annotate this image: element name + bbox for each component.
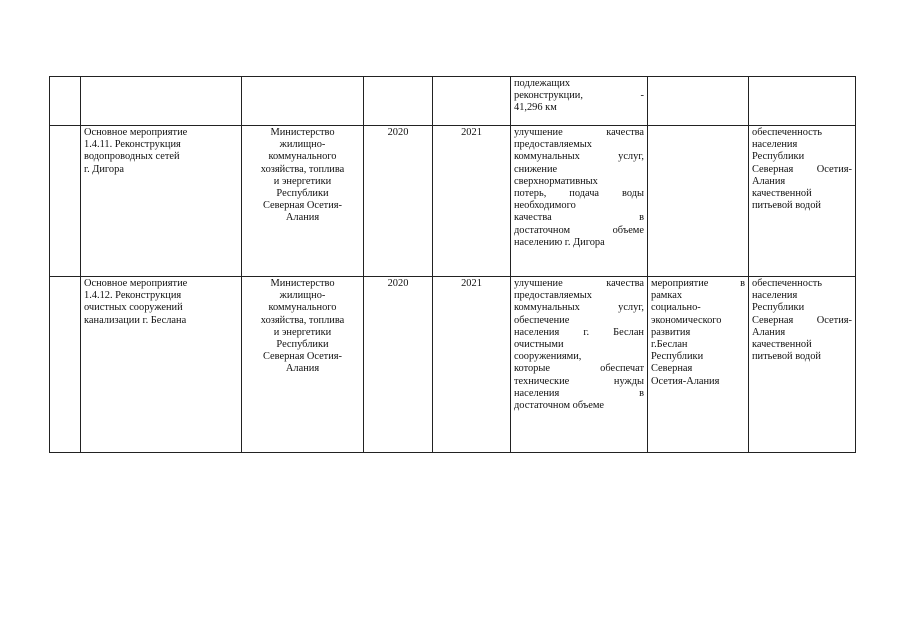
end-year-cell: 2021 bbox=[433, 277, 511, 453]
expected-result-cell bbox=[511, 277, 648, 453]
text-line: населения bbox=[752, 290, 798, 302]
text-line: населения г. Беслан bbox=[514, 326, 644, 338]
expected-result-cell bbox=[511, 77, 648, 126]
table-row bbox=[50, 77, 856, 126]
measure-name-cell: Основное мероприятие 1.4.11. Реконструкция водопроводных сетей г. Дигора bbox=[81, 126, 242, 277]
table-row bbox=[50, 126, 856, 277]
text-line: развития bbox=[651, 326, 691, 338]
end-year-cell: 2021 bbox=[433, 126, 511, 277]
number-cell bbox=[50, 126, 81, 277]
text-line: Республики bbox=[752, 302, 805, 314]
link-cell bbox=[648, 126, 749, 277]
start-year-cell bbox=[364, 77, 433, 126]
text-line: достаточном объеме bbox=[514, 224, 644, 236]
text-line: обеспеченность bbox=[752, 127, 823, 138]
text-line: Алания bbox=[752, 326, 786, 338]
text-line: улучшение качества bbox=[514, 127, 644, 138]
text-line: 41,296 км bbox=[514, 102, 557, 114]
text-line: социально- bbox=[651, 302, 701, 314]
text-line: качества в bbox=[514, 212, 644, 224]
table-row bbox=[50, 277, 856, 453]
text-line: необходимого bbox=[514, 200, 576, 212]
text-line: питьевой водой bbox=[752, 351, 821, 363]
text-line: Республики bbox=[752, 151, 805, 163]
text-line: Республики bbox=[651, 351, 704, 363]
link-cell bbox=[648, 77, 749, 126]
text-line: улучшение качества bbox=[514, 278, 644, 289]
text-line: Северная bbox=[651, 363, 693, 375]
text-line: г.Беслан bbox=[651, 339, 688, 351]
measure-name-cell bbox=[81, 77, 242, 126]
expected-result-cell bbox=[511, 126, 648, 277]
measures-table bbox=[49, 76, 856, 453]
text-line: населения bbox=[752, 139, 798, 151]
text-line: Осетия-Алания bbox=[651, 375, 720, 387]
indicator-cell bbox=[749, 126, 856, 277]
text-line: сооружениями, bbox=[514, 351, 582, 363]
text-line: коммунальных услуг, bbox=[514, 302, 644, 314]
indicator-cell bbox=[749, 277, 856, 453]
indicator-cell bbox=[749, 77, 856, 126]
text-line: качественной bbox=[752, 339, 812, 351]
text-line: рамках bbox=[651, 290, 683, 302]
text-line: коммунальных услуг, bbox=[514, 151, 644, 163]
text-line: потерь, подача воды bbox=[514, 188, 644, 200]
link-cell bbox=[648, 277, 749, 453]
text-line: достаточном объеме bbox=[514, 400, 605, 412]
text-line: питьевой водой bbox=[752, 200, 821, 212]
text-line: предоставляемых bbox=[514, 290, 592, 302]
text-line: Северная Осетия- bbox=[752, 163, 852, 175]
measure-name-cell: Основное мероприятие 1.4.12. Реконструкция очистных сооружений канализации г. Беслана bbox=[81, 277, 242, 453]
text-line: обеспечение bbox=[514, 314, 570, 326]
text-line: которые обеспечат bbox=[514, 363, 644, 375]
executor-cell: Министерство жилищно- коммунального хозяйства, топлива и энергетики Республики Северная Осетия- Алания bbox=[242, 277, 364, 453]
start-year-cell: 2020 bbox=[364, 277, 433, 453]
text-line: снижение bbox=[514, 163, 558, 175]
text-line: предоставляемых bbox=[514, 139, 592, 151]
text-line: качественной bbox=[752, 188, 812, 200]
text-line: подлежащих bbox=[514, 78, 571, 89]
text-line: экономического bbox=[651, 314, 722, 326]
start-year-cell: 2020 bbox=[364, 126, 433, 277]
text-line: населению г. Дигора bbox=[514, 236, 605, 248]
text-line: Северная Осетия- bbox=[752, 314, 852, 326]
text-line: мероприятие в bbox=[651, 278, 745, 289]
text-line: очистными bbox=[514, 339, 564, 351]
text-line: технические нужды bbox=[514, 375, 644, 387]
text-line: обеспеченность bbox=[752, 278, 823, 289]
text-line: реконструкции, - bbox=[514, 90, 644, 102]
number-cell bbox=[50, 77, 81, 126]
number-cell bbox=[50, 277, 81, 453]
executor-cell: Министерство жилищно- коммунального хозяйства, топлива и энергетики Республики Северная Осетия- Алания bbox=[242, 126, 364, 277]
text-line: Алания bbox=[752, 175, 786, 187]
text-line: населения в bbox=[514, 387, 644, 399]
text-line: сверхнормативных bbox=[514, 175, 598, 187]
end-year-cell bbox=[433, 77, 511, 126]
executor-cell bbox=[242, 77, 364, 126]
